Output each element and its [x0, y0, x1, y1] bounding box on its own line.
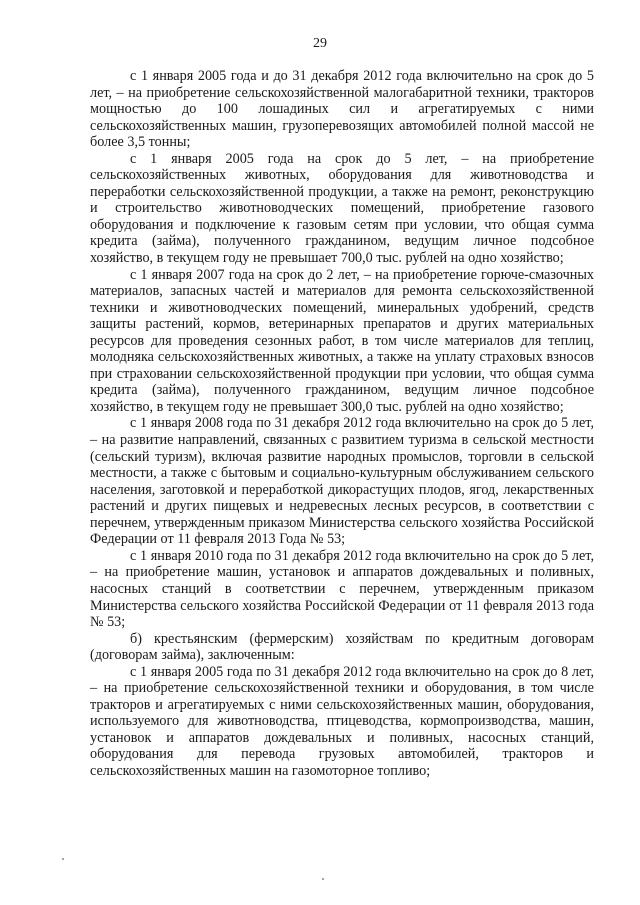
paragraph-credit-equipment-2005: с 1 января 2005 года и до 31 декабря 2012 года включительно на срок до 5 лет, – на приобретение сельскохозяйственной малогабаритной техники, тракторов мощностью до 100 лошадиных сил и агрегатируемых с ними сельскохозяйственных машин, грузоперевозящих автомобилей полной массой не более 3,5 тонны; [90, 68, 594, 151]
paragraph-farm-households-heading: б) крестьянским (фермерским) хозяйствам по кредитным договорам (договорам займа), заключенным: [90, 630, 594, 664]
page-number: 29 [313, 36, 327, 51]
paragraph-farm-credit-equipment-2005: с 1 января 2005 года по 31 декабря 2012 года включительно на срок до 8 лет, – на приобретение сельскохозяйственной техники и оборудования, в том числе тракторов и агрегатируемых с ними сельскохозяйственных машин, оборудования, используемого для животноводства, птицеводства, кормопроизводства, машин, установок и аппаратов дождевальных и поливных, насосных станций, оборудования для перевода грузовых автомобилей, тракторов и сельскохозяйственных машин на газомоторное топливо; [90, 663, 594, 779]
document-body [90, 68, 594, 780]
scan-speck [62, 858, 64, 860]
paragraph-credit-seasonal-2007: с 1 января 2007 года на срок до 2 лет, – на приобретение горюче-смазочных материалов, запасных частей и материалов для ремонта сельскохозяйственной техники и животноводческих помещений, минеральных удобрений, средств защиты растений, кормов, ветеринарных препаратов и других материальных ресурсов для проведения сезонных работ, в том числе материалов для теплиц, молодняка сельскохозяйственных животных, а также на уплату страховых взносов при страховании сельскохозяйственной продукции при условии, что общая сумма кредита (займа), полученного гражданином, ведущим личное подсобное хозяйство, в текущем году не превышает 300,0 тыс. рублей на одно хозяйство; [90, 266, 594, 415]
paragraph-credit-tourism-2008: с 1 января 2008 года по 31 декабря 2012 года включительно на срок до 5 лет, – на развитие направлений, связанных с развитием туризма в сельской местности (сельский туризм), включая развитие народных промыслов, торговли в сельской местности, а также с бытовым и социально-культурным обслуживанием сельского населения, заготовкой и переработкой дикорастущих плодов, ягод, лекарственных растений и других пищевых и недревесных лесных ресурсов, в соответствии с перечнем, утвержденным приказом Министерства сельского хозяйства Российской Федерации от 11 февраля 2013 Года № 53; [90, 415, 594, 548]
paragraph-credit-livestock-2005: с 1 января 2005 года на срок до 5 лет, – на приобретение сельскохозяйственных животных, оборудования для животноводства и переработки сельскохозяйственной продукции, а также на ремонт, реконструкцию и строительство животноводческих помещений, приобретение газового оборудования и подключение к газовым сетям при условии, что общая сумма кредита (займа), полученного гражданином, ведущим личное подсобное хозяйство, в текущем году не превышает 700,0 тыс. рублей на одно хозяйство; [90, 150, 594, 267]
scan-speck [322, 878, 324, 880]
paragraph-credit-irrigation-2010: с 1 января 2010 года по 31 декабря 2012 года включительно на срок до 5 лет, – на приобретение машин, установок и аппаратов дождевальных и поливных, насосных станций в соответствии с перечнем, утвержденным приказом Министерства сельского хозяйства Российской Федерации от 11 февраля 2013 года № 53; [90, 547, 594, 631]
